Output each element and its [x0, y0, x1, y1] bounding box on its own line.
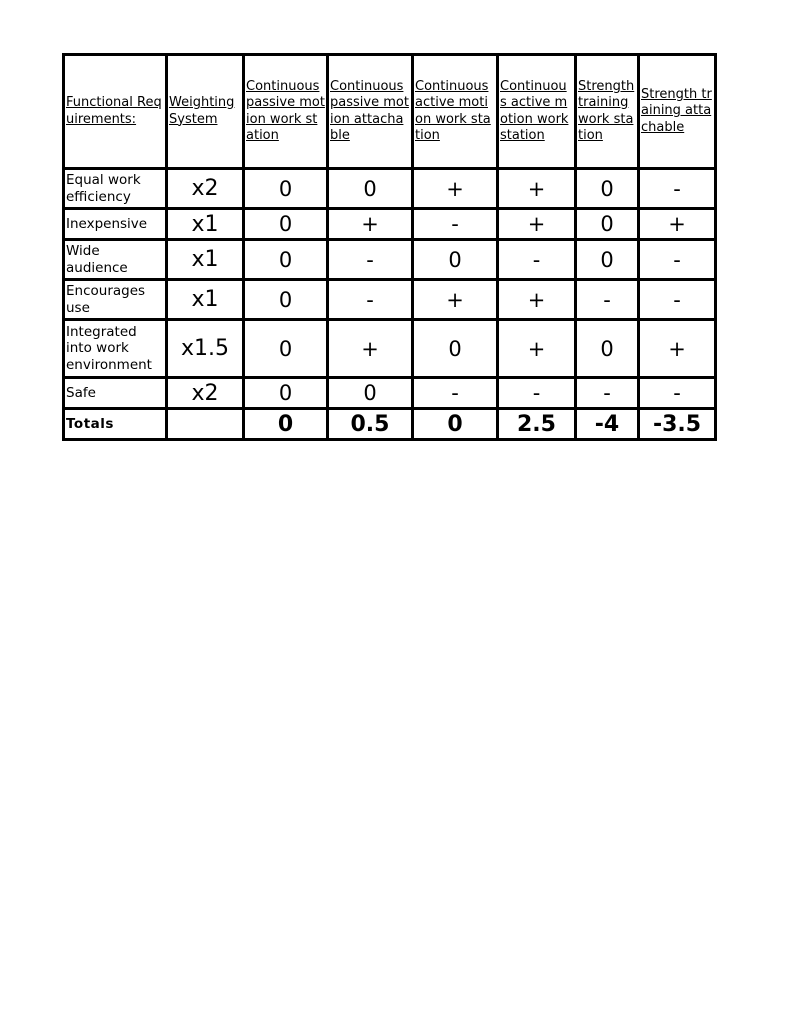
table-row — [64, 280, 716, 320]
score-cell: - — [498, 378, 576, 409]
score-cell: - — [639, 378, 716, 409]
header-option-2: Continuous passive motion attachable — [328, 55, 413, 169]
score-cell: - — [328, 280, 413, 320]
header-option-1: Continuous passive motion work station — [244, 55, 328, 169]
total-value: -3.5 — [639, 409, 716, 440]
requirement-label: Integrated into work environment — [64, 320, 167, 378]
score-cell: - — [639, 169, 716, 209]
table-row — [64, 169, 716, 209]
score-cell: + — [639, 209, 716, 240]
score-cell: 0 — [576, 320, 639, 378]
total-value: 2.5 — [498, 409, 576, 440]
score-cell: 0 — [576, 240, 639, 280]
score-cell: 0 — [328, 378, 413, 409]
score-cell: + — [498, 169, 576, 209]
total-value: 0 — [244, 409, 328, 440]
score-cell: - — [328, 240, 413, 280]
requirement-label: Equal work efficiency — [64, 169, 167, 209]
score-cell: 0 — [244, 209, 328, 240]
header-option-3: Continuous active motion work station — [413, 55, 498, 169]
score-cell: 0 — [413, 240, 498, 280]
table-row — [64, 378, 716, 409]
score-cell: + — [413, 280, 498, 320]
score-cell: + — [498, 320, 576, 378]
score-cell: 0 — [576, 169, 639, 209]
score-cell: - — [639, 280, 716, 320]
score-cell: + — [639, 320, 716, 378]
score-cell: + — [498, 280, 576, 320]
weight-cell: x2 — [167, 169, 244, 209]
score-cell: 0 — [244, 240, 328, 280]
score-cell: - — [413, 209, 498, 240]
header-functional-requirements: Functional Requirements: — [64, 55, 167, 169]
requirement-label: Safe — [64, 378, 167, 409]
score-cell: - — [576, 280, 639, 320]
requirement-label: Inexpensive — [64, 209, 167, 240]
score-cell: 0 — [244, 169, 328, 209]
score-cell: - — [498, 240, 576, 280]
table-row — [64, 320, 716, 378]
score-cell: + — [328, 320, 413, 378]
score-cell: 0 — [244, 320, 328, 378]
score-cell: + — [413, 169, 498, 209]
header-option-6: Strength training attachable — [639, 55, 716, 169]
score-cell: - — [639, 240, 716, 280]
header-row — [64, 55, 716, 169]
weight-cell: x2 — [167, 378, 244, 409]
score-cell: 0 — [413, 320, 498, 378]
totals-row — [64, 409, 716, 440]
decision-matrix-table — [62, 53, 717, 441]
score-cell: 0 — [244, 280, 328, 320]
requirement-label: Encourages use — [64, 280, 167, 320]
score-cell: 0 — [576, 209, 639, 240]
header-option-5: Strength training work station — [576, 55, 639, 169]
totals-label: Totals — [64, 409, 167, 440]
weight-cell: x1 — [167, 280, 244, 320]
header-option-4: Continuous active motion work station — [498, 55, 576, 169]
total-value: -4 — [576, 409, 639, 440]
totals-weight-cell — [167, 409, 244, 440]
requirement-label: Wide audience — [64, 240, 167, 280]
weight-cell: x1 — [167, 240, 244, 280]
header-weighting-system: Weighting System — [167, 55, 244, 169]
score-cell: + — [328, 209, 413, 240]
score-cell: - — [413, 378, 498, 409]
score-cell: + — [498, 209, 576, 240]
score-cell: - — [576, 378, 639, 409]
weight-cell: x1 — [167, 209, 244, 240]
score-cell: 0 — [328, 169, 413, 209]
table-row — [64, 209, 716, 240]
score-cell: 0 — [244, 378, 328, 409]
weight-cell: x1.5 — [167, 320, 244, 378]
total-value: 0.5 — [328, 409, 413, 440]
total-value: 0 — [413, 409, 498, 440]
table-row — [64, 240, 716, 280]
